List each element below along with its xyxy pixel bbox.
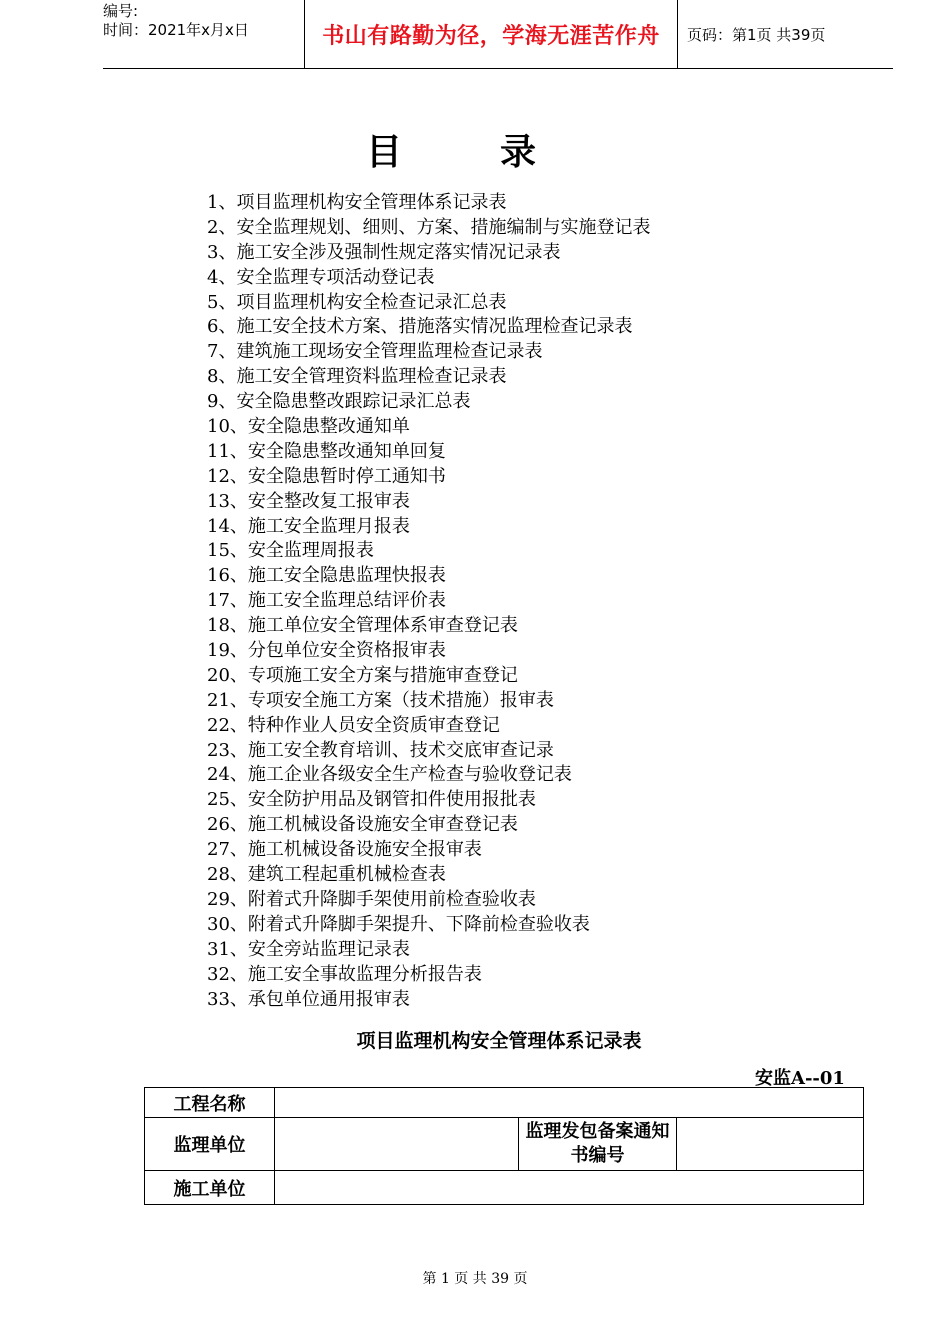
toc-item: 22、特种作业人员安全资质审查登记 [207, 714, 500, 736]
toc-item: 11、安全隐患整改通知单回复 [207, 440, 446, 462]
form-table [144, 1087, 864, 1205]
filing-number-value[interactable] [677, 1118, 864, 1171]
project-name-value[interactable] [275, 1088, 864, 1118]
toc-title: 目录 [365, 131, 634, 173]
toc-item: 19、分包单位安全资格报审表 [207, 640, 446, 662]
header-meta [103, 2, 303, 66]
time-label: 时间：2021年x月x日 [103, 21, 249, 39]
page-header [103, 0, 893, 69]
toc-item: 28、建筑工程起重机械检查表 [207, 864, 446, 886]
project-name-label: 工程名称 [145, 1088, 275, 1118]
toc-item: 32、施工安全事故监理分析报告表 [207, 963, 482, 985]
toc-item: 3、施工安全涉及强制性规定落实情况记录表 [207, 241, 561, 263]
toc-item: 8、施工安全管理资料监理检查记录表 [207, 366, 507, 388]
toc-item: 18、施工单位安全管理体系审查登记表 [207, 615, 518, 637]
toc-item: 29、附着式升降脚手架使用前检查验收表 [207, 888, 536, 910]
toc-item: 12、安全隐患暂时停工通知书 [207, 465, 446, 487]
toc-item: 31、安全旁站监理记录表 [207, 938, 410, 960]
toc-item: 20、专项施工安全方案与措施审查登记 [207, 664, 518, 686]
toc-item: 7、建筑施工现场安全管理监理检查记录表 [207, 341, 543, 363]
toc-item: 24、施工企业各级安全生产检查与验收登记表 [207, 764, 572, 786]
number-label: 编号: [103, 2, 139, 20]
toc-item: 25、安全防护用品及钢管扣件使用报批表 [207, 789, 536, 811]
toc-item: 23、施工安全教育培训、技术交底审查记录 [207, 739, 554, 761]
header-motto: 书山有路勤为径，学海无涯苦作舟 [304, 0, 678, 68]
toc-item: 2、安全监理规划、细则、方案、措施编制与实施登记表 [207, 216, 651, 238]
toc-item: 13、安全整改复工报审表 [207, 490, 410, 512]
toc-item: 14、施工安全监理月报表 [207, 515, 410, 537]
contractor-value[interactable] [275, 1171, 864, 1205]
table-row [145, 1118, 864, 1171]
contractor-label: 施工单位 [145, 1171, 275, 1205]
table-row [145, 1171, 864, 1205]
supervisor-value[interactable] [275, 1118, 519, 1171]
table-row [145, 1088, 864, 1118]
toc-list [207, 191, 650, 1012]
toc-item: 15、安全监理周报表 [207, 540, 374, 562]
supervisor-label: 监理单位 [145, 1118, 275, 1171]
toc-item: 4、安全监理专项活动登记表 [207, 266, 435, 288]
form-code: 安监A--01 [755, 1068, 845, 1089]
toc-item: 21、专项安全施工方案（技术措施）报审表 [207, 689, 554, 711]
toc-item: 6、施工安全技术方案、措施落实情况监理检查记录表 [207, 316, 633, 338]
toc-item: 10、安全隐患整改通知单 [207, 416, 410, 438]
toc-item: 1、项目监理机构安全管理体系记录表 [207, 192, 507, 213]
form-title: 项目监理机构安全管理体系记录表 [356, 1030, 642, 1052]
toc-item: 33、承包单位通用报审表 [207, 988, 410, 1010]
toc-item: 17、施工安全监理总结评价表 [207, 590, 446, 612]
toc-item: 27、施工机械设备设施安全报审表 [207, 839, 482, 861]
toc-item: 5、项目监理机构安全检查记录汇总表 [207, 291, 507, 313]
toc-item: 9、安全隐患整改跟踪记录汇总表 [207, 391, 471, 413]
page-footer: 第 1 页 共 39 页 [422, 1271, 528, 1287]
header-page-info: 页码：第1页 共39页 [687, 25, 826, 44]
toc-item: 26、施工机械设备设施安全审查登记表 [207, 814, 518, 836]
toc-item: 16、施工安全隐患监理快报表 [207, 565, 446, 587]
toc-item: 30、附着式升降脚手架提升、下降前检查验收表 [207, 913, 590, 935]
filing-number-label: 监理发包备案通知书编号 [519, 1118, 677, 1171]
